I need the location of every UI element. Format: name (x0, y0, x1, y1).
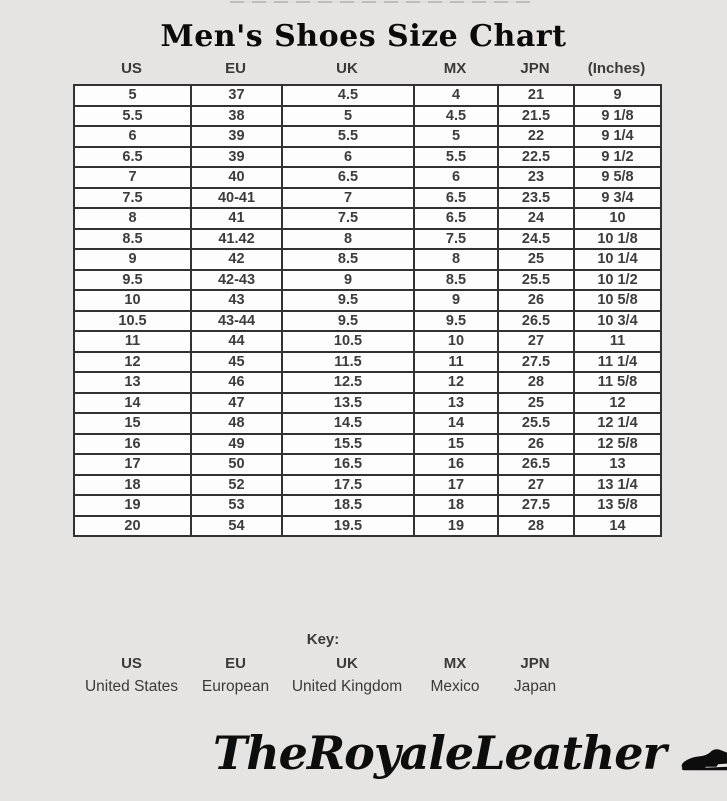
size-cell: 21.5 (498, 106, 574, 127)
size-cell: 13.5 (282, 393, 414, 414)
size-cell: 25 (498, 249, 574, 270)
size-cell: 16.5 (282, 454, 414, 475)
size-cell: 6.5 (282, 167, 414, 188)
size-cell: 25 (498, 393, 574, 414)
size-cell: 23.5 (498, 188, 574, 209)
table-row (74, 106, 661, 127)
size-cell: 25.5 (498, 270, 574, 291)
size-cell: 9 (282, 270, 414, 291)
size-cell: 26.5 (498, 311, 574, 332)
size-cell: 27.5 (498, 352, 574, 373)
table-row (74, 434, 661, 455)
size-cell: 11 (74, 331, 191, 352)
size-cell: 41.42 (191, 229, 282, 250)
size-cell: 42 (191, 249, 282, 270)
size-cell: 6 (414, 167, 498, 188)
size-cell: 9.5 (282, 311, 414, 332)
size-cell: 17.5 (282, 475, 414, 496)
key-abbr: JPN (520, 655, 550, 672)
size-cell: 10.5 (282, 331, 414, 352)
size-cell: 6 (74, 126, 191, 147)
size-cell: 5.5 (414, 147, 498, 168)
size-cell: 49 (191, 434, 282, 455)
size-cell: 26.5 (498, 454, 574, 475)
size-cell: 38 (191, 106, 282, 127)
table-row (74, 393, 661, 414)
key-full: Mexico (430, 678, 480, 695)
table-row (74, 85, 661, 106)
shoe-icon (680, 745, 727, 778)
size-cell: 8.5 (74, 229, 191, 250)
column-header: US (121, 60, 142, 77)
size-cell: 10 (74, 290, 191, 311)
size-cell: 18 (414, 495, 498, 516)
size-cell: 10 1/2 (574, 270, 661, 291)
size-cell: 4.5 (414, 106, 498, 127)
size-cell: 13 5/8 (574, 495, 661, 516)
column-headers (73, 60, 660, 77)
size-cell: 9 (414, 290, 498, 311)
size-cell: 27 (498, 331, 574, 352)
size-cell: 5 (74, 85, 191, 106)
size-table-body (74, 85, 661, 536)
size-cell: 11 (574, 331, 661, 352)
size-cell: 13 1/4 (574, 475, 661, 496)
table-row (74, 372, 661, 393)
size-cell: 5.5 (74, 106, 191, 127)
column-header: JPN (520, 60, 550, 77)
size-cell: 53 (191, 495, 282, 516)
key-label: Key: (306, 631, 340, 648)
size-cell: 6.5 (414, 208, 498, 229)
size-cell: 15 (414, 434, 498, 455)
table-row (74, 188, 661, 209)
column-header: EU (225, 60, 246, 77)
key-section (73, 631, 573, 696)
size-cell: 40-41 (191, 188, 282, 209)
size-cell: 45 (191, 352, 282, 373)
size-cell: 7 (282, 188, 414, 209)
size-cell: 52 (191, 475, 282, 496)
size-cell: 15 (74, 413, 191, 434)
table-row (74, 126, 661, 147)
size-cell: 17 (414, 475, 498, 496)
size-cell: 8.5 (414, 270, 498, 291)
brand-logo (213, 728, 727, 779)
column-header: UK (336, 60, 358, 77)
size-cell: 17 (74, 454, 191, 475)
size-cell: 14.5 (282, 413, 414, 434)
size-cell: 12 5/8 (574, 434, 661, 455)
size-cell: 18 (74, 475, 191, 496)
size-cell: 9 5/8 (574, 167, 661, 188)
size-cell: 8 (74, 208, 191, 229)
size-cell: 19 (74, 495, 191, 516)
size-cell: 9 (74, 249, 191, 270)
size-cell: 19 (414, 516, 498, 537)
size-cell: 9 (574, 85, 661, 106)
table-row (74, 249, 661, 270)
size-cell: 54 (191, 516, 282, 537)
column-header: (Inches) (587, 60, 646, 77)
table-row (74, 311, 661, 332)
size-cell: 14 (414, 413, 498, 434)
size-cell: 21 (498, 85, 574, 106)
size-cell: 9.5 (74, 270, 191, 291)
size-cell: 5 (414, 126, 498, 147)
key-abbr: US (121, 655, 142, 672)
size-cell: 8 (414, 249, 498, 270)
size-table (73, 84, 662, 537)
size-cell: 9 1/8 (574, 106, 661, 127)
key-abbr: MX (443, 655, 467, 672)
table-row (74, 290, 661, 311)
size-cell: 12 (574, 393, 661, 414)
size-cell: 6.5 (414, 188, 498, 209)
table-row (74, 147, 661, 168)
size-cell: 10 1/4 (574, 249, 661, 270)
size-cell: 20 (74, 516, 191, 537)
table-row (74, 167, 661, 188)
size-cell: 12 (74, 352, 191, 373)
size-cell: 7.5 (282, 208, 414, 229)
brand-name: TheRoyaleLeather (213, 726, 666, 780)
size-cell: 44 (191, 331, 282, 352)
top-crop-artifact (230, 1, 530, 3)
size-cell: 9 1/2 (574, 147, 661, 168)
size-cell: 10 5/8 (574, 290, 661, 311)
size-cell: 24.5 (498, 229, 574, 250)
size-cell: 10 3/4 (574, 311, 661, 332)
size-cell: 47 (191, 393, 282, 414)
size-cell: 43-44 (191, 311, 282, 332)
size-cell: 6.5 (74, 147, 191, 168)
key-full: European (201, 678, 270, 695)
size-cell: 16 (414, 454, 498, 475)
size-cell: 13 (574, 454, 661, 475)
size-cell: 16 (74, 434, 191, 455)
size-cell: 10 1/8 (574, 229, 661, 250)
table-row (74, 352, 661, 373)
table-row (74, 475, 661, 496)
size-cell: 10 (574, 208, 661, 229)
size-cell: 23 (498, 167, 574, 188)
key-abbr: UK (336, 655, 358, 672)
size-cell: 6 (282, 147, 414, 168)
size-cell: 11 5/8 (574, 372, 661, 393)
table-row (74, 229, 661, 250)
size-cell: 39 (191, 147, 282, 168)
size-cell: 5 (282, 106, 414, 127)
size-cell: 48 (191, 413, 282, 434)
key-abbr-row (73, 655, 573, 678)
size-cell: 11.5 (282, 352, 414, 373)
size-cell: 19.5 (282, 516, 414, 537)
size-cell: 10.5 (74, 311, 191, 332)
column-header: MX (443, 60, 467, 77)
key-full: United States (84, 678, 179, 695)
key-full: United Kingdom (291, 678, 403, 695)
size-cell: 7.5 (74, 188, 191, 209)
size-cell: 12 (414, 372, 498, 393)
size-cell: 13 (414, 393, 498, 414)
size-cell: 25.5 (498, 413, 574, 434)
size-cell: 11 (414, 352, 498, 373)
page-title: Men's Shoes Size Chart (160, 19, 567, 54)
size-cell: 28 (498, 516, 574, 537)
size-cell: 4.5 (282, 85, 414, 106)
key-full-row (73, 678, 573, 696)
size-cell: 9.5 (414, 311, 498, 332)
size-cell: 8 (282, 229, 414, 250)
size-cell: 10 (414, 331, 498, 352)
key-abbr: EU (225, 655, 246, 672)
size-cell: 7.5 (414, 229, 498, 250)
size-cell: 41 (191, 208, 282, 229)
size-cell: 9.5 (282, 290, 414, 311)
size-cell: 50 (191, 454, 282, 475)
size-cell: 12 1/4 (574, 413, 661, 434)
table-row (74, 516, 661, 537)
size-cell: 18.5 (282, 495, 414, 516)
size-cell: 27.5 (498, 495, 574, 516)
size-cell: 9 3/4 (574, 188, 661, 209)
table-row (74, 270, 661, 291)
size-cell: 43 (191, 290, 282, 311)
size-cell: 28 (498, 372, 574, 393)
table-row (74, 413, 661, 434)
size-cell: 27 (498, 475, 574, 496)
size-cell: 15.5 (282, 434, 414, 455)
size-cell: 26 (498, 434, 574, 455)
size-cell: 26 (498, 290, 574, 311)
size-cell: 4 (414, 85, 498, 106)
size-cell: 37 (191, 85, 282, 106)
size-cell: 40 (191, 167, 282, 188)
table-row (74, 495, 661, 516)
size-cell: 13 (74, 372, 191, 393)
key-full: Japan (513, 678, 557, 695)
size-cell: 8.5 (282, 249, 414, 270)
size-cell: 5.5 (282, 126, 414, 147)
table-row (74, 208, 661, 229)
size-cell: 22 (498, 126, 574, 147)
size-cell: 7 (74, 167, 191, 188)
size-cell: 42-43 (191, 270, 282, 291)
table-row (74, 454, 661, 475)
size-cell: 11 1/4 (574, 352, 661, 373)
size-cell: 14 (74, 393, 191, 414)
size-cell: 24 (498, 208, 574, 229)
size-cell: 12.5 (282, 372, 414, 393)
size-cell: 39 (191, 126, 282, 147)
table-row (74, 331, 661, 352)
size-cell: 22.5 (498, 147, 574, 168)
size-cell: 14 (574, 516, 661, 537)
size-cell: 9 1/4 (574, 126, 661, 147)
size-cell: 46 (191, 372, 282, 393)
